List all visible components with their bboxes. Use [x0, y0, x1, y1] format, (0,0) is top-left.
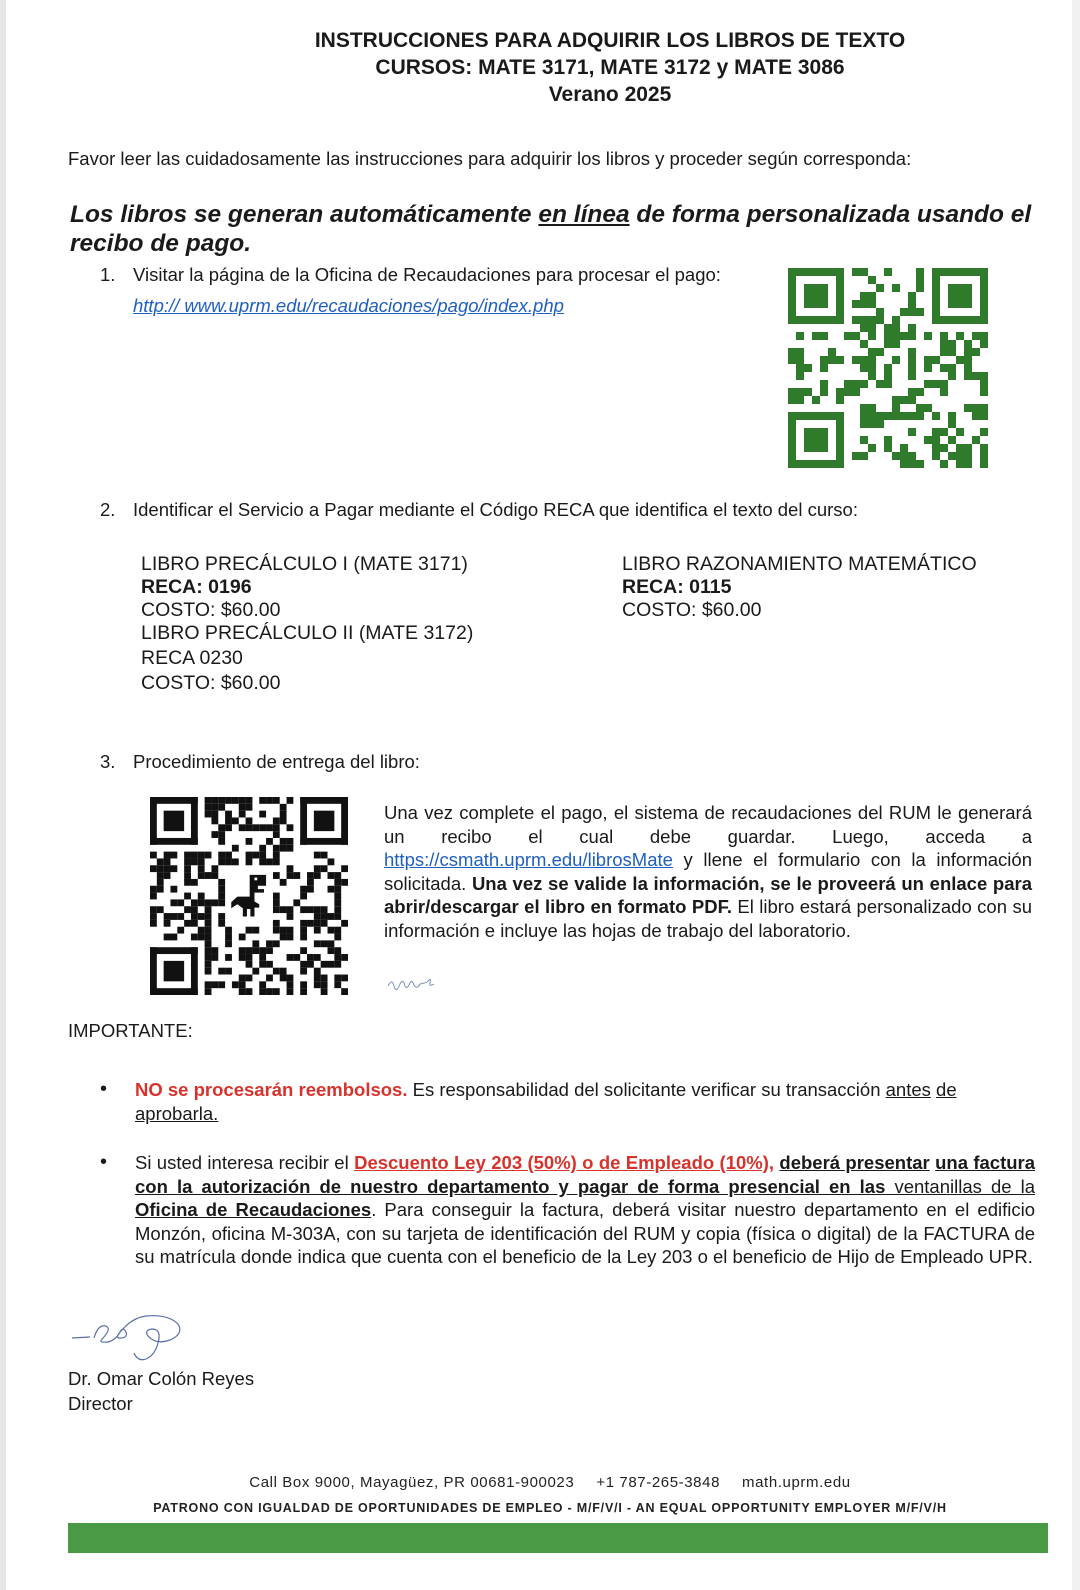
book1-reca: RECA: 0196	[141, 576, 252, 598]
delivery-paragraph	[384, 801, 1032, 943]
books-form-link[interactable]: https://csmath.uprm.edu/librosMate	[384, 849, 673, 871]
page-left-edge	[0, 0, 6, 1590]
bullet2	[135, 1151, 1035, 1269]
book1-title: LIBRO PRECÁLCULO I (MATE 3171)	[141, 553, 468, 575]
signatory-block	[68, 1366, 254, 1416]
book3-title: LIBRO RAZONAMIENTO MATEMÁTICO	[622, 553, 977, 575]
small-signature-scribble	[386, 974, 446, 994]
delivery-text-3: El libro estará personalizado con su información e incluye las hojas de trabajo del laboratorio.	[384, 896, 1032, 941]
dinosaur-icon	[226, 871, 272, 922]
bullet2-text1: Si usted interesa recibir el	[135, 1152, 355, 1173]
step3-number: 3.	[100, 751, 116, 772]
bullet1	[135, 1078, 1035, 1125]
book2-cost: COSTO: $60.00	[141, 672, 281, 694]
headline-part2: de forma personalizada usando el recibo de pago.	[70, 201, 1032, 257]
headline	[70, 200, 1040, 258]
book2-title: LIBRO PRECÁLCULO II (MATE 3172)	[141, 622, 474, 644]
books-form-qr-code	[150, 797, 348, 995]
book2-reca: RECA 0230	[141, 647, 243, 669]
header-term: Verano 2025	[548, 83, 672, 106]
bullet2-underline: ventanillas de la	[885, 1175, 1035, 1197]
footer-equal-opportunity: PATRONO CON IGUALDAD DE OPORTUNIDADES DE EMPLEO - M/F/V/I - AN EQUAL OPPORTUNITY EMPLOYER M/F/V/H	[153, 1501, 947, 1515]
bullet2-text2: . Para conseguir la factura, deberá visitar nuestro departamento en el edificio Monzón, oficina M-303A, con su tarjeta de identificación del RUM y copia (física o digital) de la FACTURA de su matrícula donde indica que cuenta con el beneficio de la Ley 203 o el beneficio de Hijo de Empleado UPR.	[135, 1199, 1035, 1268]
step3-text: Procedimiento de entrega del libro:	[133, 751, 420, 772]
delivery-text-1: Una vez complete el pago, el sistema de recaudaciones del RUM le generará un recibo el cual debe guardar. Luego, acceda a	[384, 802, 1032, 847]
signatory-name: Dr. Omar Colón Reyes	[68, 1368, 255, 1389]
bullet1-text: Es responsabilidad del solicitante verificar su transacción	[407, 1079, 886, 1100]
step1-text: Visitar la página de la Oficina de Recaudaciones para procesar el pago:	[133, 264, 721, 285]
footer-phone: +1 787-265-3848	[596, 1474, 721, 1491]
book3-reca: RECA: 0115	[622, 576, 732, 598]
bullet2-bold-underline1: deberá presentar	[779, 1152, 930, 1173]
bullet1-underline1: antes	[885, 1079, 931, 1100]
headline-part1: Los libros se generan automáticamente	[70, 201, 539, 228]
delivery-text-2: y llene el formulario con la información solicitada.	[384, 849, 1032, 894]
delivery-bold-text: Una vez se valide la información, se le proveerá un enlace para abrir/descargar el libro en formato PDF.	[384, 872, 1032, 918]
bullet2-bold-underline2: una factura con la autorización de nuestro departamento y pagar de forma presencial en las	[135, 1152, 1036, 1197]
footer-website: math.uprm.edu	[742, 1474, 851, 1491]
book-list-col2	[622, 553, 977, 622]
signatory-role: Director	[68, 1393, 133, 1414]
payment-link[interactable]: http:// www.uprm.edu/recaudaciones/pago/index.php	[133, 295, 564, 316]
headline-underlined: en línea	[538, 201, 630, 228]
header-title: INSTRUCCIONES PARA ADQUIRIR LOS LIBROS DE TEXTO	[314, 29, 906, 52]
discount-notice: Descuento Ley 203 (50%) o de Empleado (10%),	[354, 1152, 775, 1173]
director-signature	[68, 1300, 198, 1368]
book3-cost: COSTO: $60.00	[622, 599, 762, 621]
step2-text: Identificar el Servicio a Pagar mediante el Código RECA que identifica el texto del curso:	[133, 499, 858, 520]
payment-qr-code	[788, 268, 988, 468]
step2-number: 2.	[100, 499, 116, 520]
footer-green-bar	[68, 1523, 1048, 1553]
collections-office: Oficina de Recaudaciones	[135, 1199, 372, 1221]
intro-text: Favor leer las cuidadosamente las instrucciones para adquirir los libros y proceder según corresponda:	[68, 148, 912, 169]
bullet1-underline2: de aprobarla.	[135, 1079, 957, 1124]
no-refunds-notice: NO se procesarán reembolsos.	[135, 1079, 408, 1100]
document-header	[150, 27, 1070, 108]
footer-contact	[0, 1474, 1080, 1491]
book-list-col1	[141, 553, 473, 695]
step1-number: 1.	[100, 264, 116, 285]
footer-address: Call Box 9000, Mayagüez, PR 00681-900023	[249, 1474, 575, 1491]
bullet2-dot: •	[100, 1151, 108, 1173]
page-right-edge	[1072, 0, 1080, 1590]
bullet1-dot: •	[100, 1078, 108, 1100]
header-courses: CURSOS: MATE 3171, MATE 3172 y MATE 3086	[375, 56, 845, 79]
important-label: IMPORTANTE:	[68, 1020, 193, 1041]
book1-cost: COSTO: $60.00	[141, 599, 281, 621]
